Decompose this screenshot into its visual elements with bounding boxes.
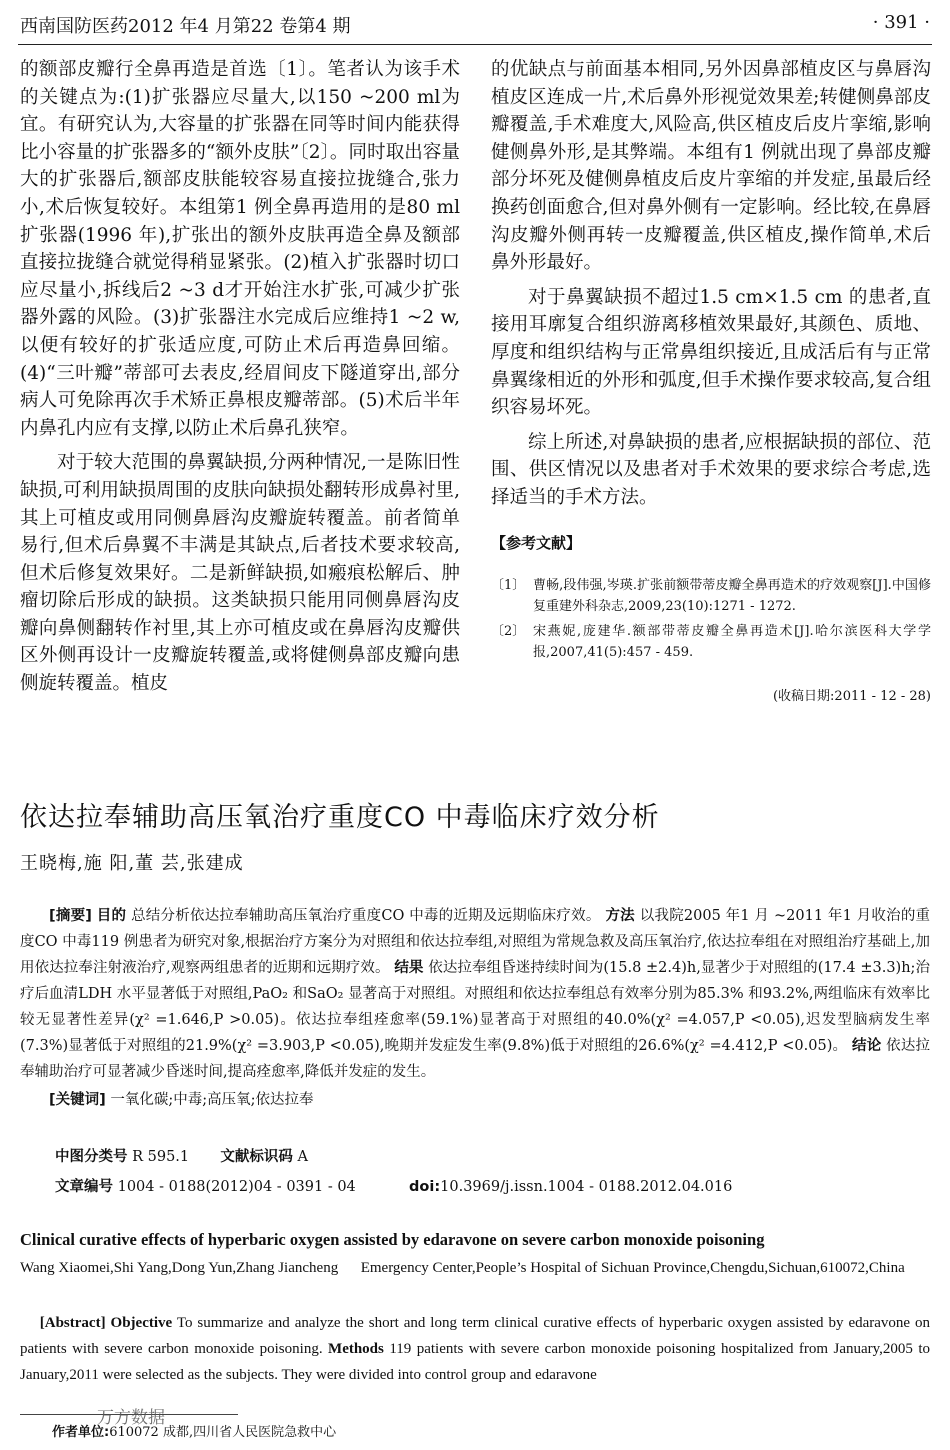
results-text: 依达拉奉组昏迷持续时间为(15.8 ±2.4)h,显著少于对照组的(17.4 ±3.3)h;治疗后血清LDH 水平显著低于对照组,PaO₂ 和SaO₂ 显著高于对照组。对照组和依达拉奉组总有效率分别为85.3% 和93.2%,两组临床有效率比较无显著性差异(χ² =1.646,P >0.05)。依达拉奉组痊愈率(59.1%)显著高于对照组的40.0%(χ² =4.057,P <0.05),迟发型脑病发生率(7.3%)显著低于对照组的21.9%(χ² =3.903,P <0.05),晚期并发症发生率(9.8%)低于对照组的26.6%(χ² =4.412,P <0.05)。: [20, 960, 931, 1054]
footnote-text: 610072 成都,四川省人民医院急救中心: [109, 1425, 337, 1440]
doc-code-value: A: [297, 1149, 308, 1165]
doi-value: 10.3969/j.issn.1004 - 0188.2012.04.016: [440, 1179, 733, 1195]
paragraph: 对于鼻翼缺损不超过1.5 cm×1.5 cm 的患者,直接用耳廓复合组织游离移植效果最好,其颜色、质地、厚度和组织结构与正常鼻组织接近,且成活后有与正常鼻翼缘相近的外形和弧度,但手术操作要求较高,复合组织容易坏死。: [491, 286, 931, 419]
paragraph: 对于较大范围的鼻翼缺损,分两种情况,一是陈旧性缺损,可利用缺损周围的皮肤向缺损处翻转形成鼻衬里,其上可植皮或用同侧鼻唇沟皮瓣旋转覆盖。前者简单易行,但术后鼻翼不丰满是其缺点,后者技术要求较高,但术后修复效果好。二是新鲜缺损,如瘢痕松解后、肿瘤切除后形成的缺损。这类缺损只能用同侧鼻唇沟皮瓣向鼻侧翻转作衬里,其上亦可植皮或在鼻唇沟皮瓣供区外侧再设计一皮瓣旋转覆盖,或将健侧鼻部皮瓣向患侧旋转覆盖。植皮: [20, 452, 460, 695]
header-rule: [18, 44, 932, 45]
english-author-names: Wang Xiaomei,Shi Yang,Dong Yun,Zhang Jiancheng: [20, 1260, 339, 1276]
article-no-label: 文章编号: [55, 1179, 113, 1195]
reference-item: [491, 621, 931, 663]
abstract-label: [摘要]: [49, 908, 92, 924]
clc-label: 中图分类号: [55, 1149, 128, 1165]
article-no-value: 1004 - 0188(2012)04 - 0391 - 04: [117, 1179, 356, 1195]
paragraph: 的额部皮瓣行全鼻再造是首选〔1〕。笔者认为该手术的关键点为:(1)扩张器应尽量大,以150 ~200 ml为宜。有研究认为,大容量的扩张器在同等时间内能获得比小容量的扩张器多的“额外皮肤”〔2〕。同时取出容量大的扩张器后,额部皮肤能较容易直接拉拢缝合,张力小,术后恢复较好。本组第1 例全鼻再造用的是80 ml 扩张器(1996 年),扩张出的额外皮肤再造全鼻及额部直接拉拢缝合就觉得稍显紧张。(2)植入扩张器时切口应尽量小,拆线后2 ~3 d才开始注水扩张,可减少扩张器外露的风险。(3)扩张器注水完成后应维持1 ~2 w,以便有较好的扩张适应度,可防止术后再造鼻回缩。(4)“三叶瓣”蒂部可去表皮,经眉间皮下隧道穿出,部分病人可免除再次手术矫正鼻根皮瓣蒂部。(5)术后半年内鼻孔内应有支撑,以防止术后鼻孔狭窄。: [20, 59, 460, 439]
page-number: · 391 ·: [872, 12, 930, 33]
english-objective-text: To summarize and analyze the short and long term clinical curative effects of hyperbaric oxygen assisted by edaravone on patients with severe carbon monoxide poisoning.: [20, 1315, 931, 1357]
article-authors: 王晓梅,施 阳,董 芸,张建成: [20, 853, 244, 874]
journal-header: 西南国防医药2012 年4 月第22 卷第4 期: [20, 16, 351, 37]
results-label: 结果: [394, 960, 424, 976]
english-authors: [20, 1255, 930, 1281]
paragraph: 的优缺点与前面基本相同,另外因鼻部植皮区与鼻唇沟植皮区连成一片,术后鼻外形视觉效果差;转健侧鼻部皮瓣覆盖,手术难度大,风险高,供区植皮后皮片挛缩,影响健侧鼻外形,是其弊端。本组有1 例就出现了鼻部皮瓣部分坏死及健侧鼻植皮后皮片挛缩的并发症,虽最后经换药创面愈合,但对鼻外侧有一定影响。经比较,在鼻唇沟皮瓣外侧再转一皮瓣覆盖,供区植皮,操作简单,术后鼻外形最好。: [491, 59, 931, 274]
conclusion-label: 结论: [852, 1038, 882, 1054]
left-column: [20, 56, 460, 698]
references-heading: 【参考文献】: [491, 533, 582, 552]
article-title: 依达拉奉辅助高压氧治疗重度CO 中毒临床疗效分析: [20, 802, 660, 833]
english-abstract-label: [Abstract]: [39, 1315, 106, 1331]
paragraph: 综上所述,对鼻缺损的患者,应根据缺损的部位、范围、供区情况以及患者对手术效果的要求综合考虑,选择适当的手术方法。: [491, 431, 931, 508]
reference-text: 宋燕妮,庞建华.额部带蒂皮瓣全鼻再造术[J].哈尔滨医科大学学报,2007,41(5):457 - 459.: [533, 624, 931, 661]
objective-label: 目的: [96, 908, 127, 924]
article-number-line: [55, 1175, 732, 1196]
keywords-label: [关键词]: [49, 1092, 106, 1108]
doi-label: doi:: [409, 1179, 441, 1195]
reference-number: 〔1〕: [491, 578, 526, 594]
received-date: (收稿日期:2011 - 12 - 28): [772, 689, 931, 705]
english-objective-label: Objective: [110, 1315, 173, 1331]
author-affiliation-footnote: [52, 1421, 336, 1440]
english-methods-text: 119 patients with severe carbon monoxide poisoning hospitalized from January,2005 to January,2011 were selected as the subjects. They were divided into control group and edaravone: [20, 1341, 931, 1383]
english-title: Clinical curative effects of hyperbaric oxygen assisted by edaravone on severe carbon monoxide poisoning: [20, 1230, 765, 1249]
doc-code-label: 文献标识码: [220, 1149, 293, 1165]
reference-item: [491, 575, 931, 617]
clc-value: R 595.1: [132, 1149, 190, 1165]
reference-text: 曹畅,段伟强,岑瑛.扩张前额带蒂皮瓣全鼻再造术的疗效观察[J].中国修复重建外科杂志,2009,23(10):1271 - 1272.: [533, 578, 931, 615]
watermark: 万方数据: [97, 1408, 165, 1428]
abstract-cn: [20, 903, 930, 1113]
english-abstract: [20, 1310, 930, 1388]
methods-text: 以我院2005 年1 月 ~2011 年1 月收治的重度CO 中毒119 例患者为研究对象,根据治疗方案分为对照组和依达拉奉组,对照组为常规急救及高压氧治疗,依达拉奉组在对照组治疗基础上,加用依达拉奉注射液治疗,观察两组患者的近期和远期疗效。: [20, 908, 931, 976]
english-affiliation: Emergency Center,People’s Hospital of Sichuan Province,Chengdu,Sichuan,610072,China: [360, 1260, 905, 1276]
conclusion-text: 依达拉奉辅助治疗可显著减少昏迷时间,提高痊愈率,降低并发症的发生。: [20, 1038, 931, 1080]
english-methods-label: Methods: [328, 1341, 384, 1357]
reference-number: 〔2〕: [491, 624, 526, 640]
classification-line: [55, 1145, 308, 1166]
right-column: [491, 56, 931, 711]
footnote-label: 作者单位:: [52, 1425, 110, 1440]
keywords-text: 一氧化碳;中毒;高压氧;依达拉奉: [110, 1092, 314, 1108]
objective-text: 总结分析依达拉奉辅助高压氧治疗重度CO 中毒的近期及远期临床疗效。: [131, 908, 601, 924]
methods-label: 方法: [605, 908, 635, 924]
